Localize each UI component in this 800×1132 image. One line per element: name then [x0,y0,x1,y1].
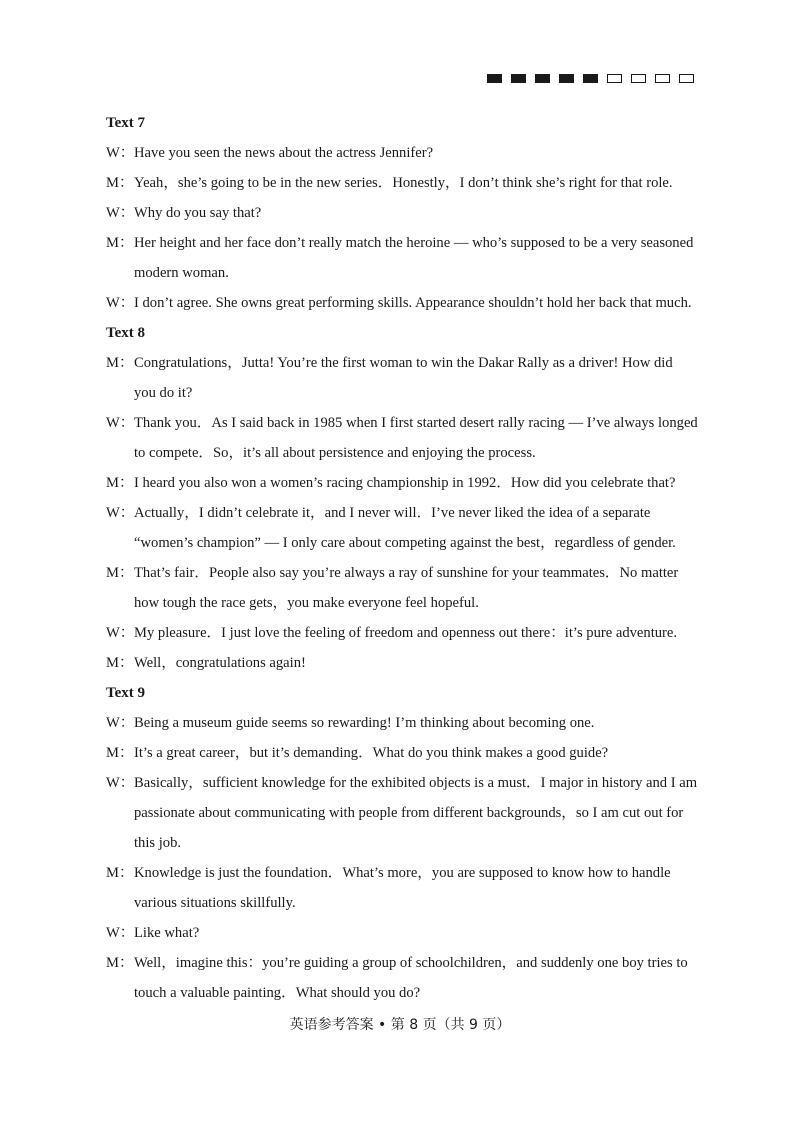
transcript [106,108,698,1008]
section-text-7 [106,108,698,318]
speaker-label: M： [106,475,134,491]
progress-mark-filled [487,74,502,83]
progress-mark-filled [559,74,574,83]
dialogue-line [106,858,698,918]
speaker-label: W： [106,925,135,941]
speaker-label: M： [106,175,134,191]
line-text: It’s a great career，but it’s demanding．What do you think makes a good guide? [134,745,609,761]
speaker-label: M： [106,235,134,251]
dialogue-line [106,288,698,318]
speaker-label: W： [106,145,135,161]
dialogue-line [106,948,698,1008]
progress-mark-filled [583,74,598,83]
speaker-label: M： [106,355,134,371]
line-text: Have you seen the news about the actress Jennifer? [134,145,434,161]
line-text: That’s fair．People also say you’re always a ray of sunshine for your teammates．No matter how tough the race gets，you make everyone feel hopeful. [134,565,679,611]
progress-mark-empty [607,74,622,83]
page-footer: 英语参考答案 • 第 8 页（共 9 页） [289,1017,511,1033]
line-text: I heard you also won a women’s racing championship in 1992．How did you celebrate that? [134,475,676,491]
dialogue-line [106,498,698,558]
section-heading: Text 8 [106,325,146,341]
line-text: Well，congratulations again! [134,655,306,671]
speaker-label: M： [106,955,134,971]
speaker-label: W： [106,505,135,521]
speaker-label: M： [106,745,134,761]
dialogue-line [106,738,698,768]
dialogue-line [106,408,698,468]
speaker-label: W： [106,415,135,431]
line-text: Being a museum guide seems so rewarding! I’m thinking about becoming one. [134,715,595,731]
dialogue-line [106,558,698,618]
progress-mark-empty [655,74,670,83]
dialogue-line [106,918,698,948]
speaker-label: W： [106,775,135,791]
line-text: Her height and her face don’t really match the heroine — who’s supposed to be a very seasoned modern woman. [134,235,694,281]
line-text: Yeah，she’s going to be in the new series．Honestly，I don’t think she’s right for that role. [134,175,673,191]
speaker-label: W： [106,295,135,311]
speaker-label: W： [106,715,135,731]
section-heading: Text 9 [106,685,146,701]
dialogue-line [106,708,698,738]
line-text: Basically，sufficient knowledge for the exhibited objects is a must．I major in history and I am passionate about communicating with people from different backgrounds，so I am cut out for this job. [134,775,698,851]
dialogue-line [106,768,698,858]
dialogue-line [106,228,698,288]
progress-mark-empty [631,74,646,83]
speaker-label: W： [106,205,135,221]
speaker-label: W： [106,625,135,641]
speaker-label: M： [106,865,134,881]
line-text: Congratulations，Jutta! You’re the first woman to win the Dakar Rally as a driver! How did you do it? [134,355,673,401]
speaker-label: M： [106,565,134,581]
progress-mark-empty [679,74,694,83]
line-text: Actually，I didn’t celebrate it，and I never will．I’ve never liked the idea of a separate “women’s champion” — I only care about competing against the best，regardless of gender. [134,505,676,551]
dialogue-line [106,468,698,498]
line-text: My pleasure．I just love the feeling of freedom and openness out there：it’s pure adventure. [134,625,678,641]
line-text: Like what? [134,925,200,941]
speaker-label: M： [106,655,134,671]
dialogue-line [106,648,698,678]
line-text: Knowledge is just the foundation．What’s more，you are supposed to know how to handle various situations skillfully. [134,865,671,911]
section-heading: Text 7 [106,115,146,131]
progress-mark-filled [535,74,550,83]
section-text-9 [106,678,698,1008]
header-progress-marks [487,74,694,83]
progress-mark-filled [511,74,526,83]
line-text: Why do you say that? [134,205,262,221]
dialogue-line [106,168,698,198]
line-text: Thank you．As I said back in 1985 when I first started desert rally racing — I’ve always longed to compete．So，it’s all about persistence and enjoying the process. [134,415,698,461]
dialogue-line [106,348,698,408]
line-text: I don’t agree. She owns great performing skills. Appearance shouldn’t hold her back that much. [134,295,692,311]
dialogue-line [106,138,698,168]
section-text-8 [106,318,698,678]
dialogue-line [106,198,698,228]
line-text: Well，imagine this：you’re guiding a group of schoolchildren，and suddenly one boy tries to touch a valuable painting．What should you do? [134,955,688,1001]
dialogue-line [106,618,698,648]
